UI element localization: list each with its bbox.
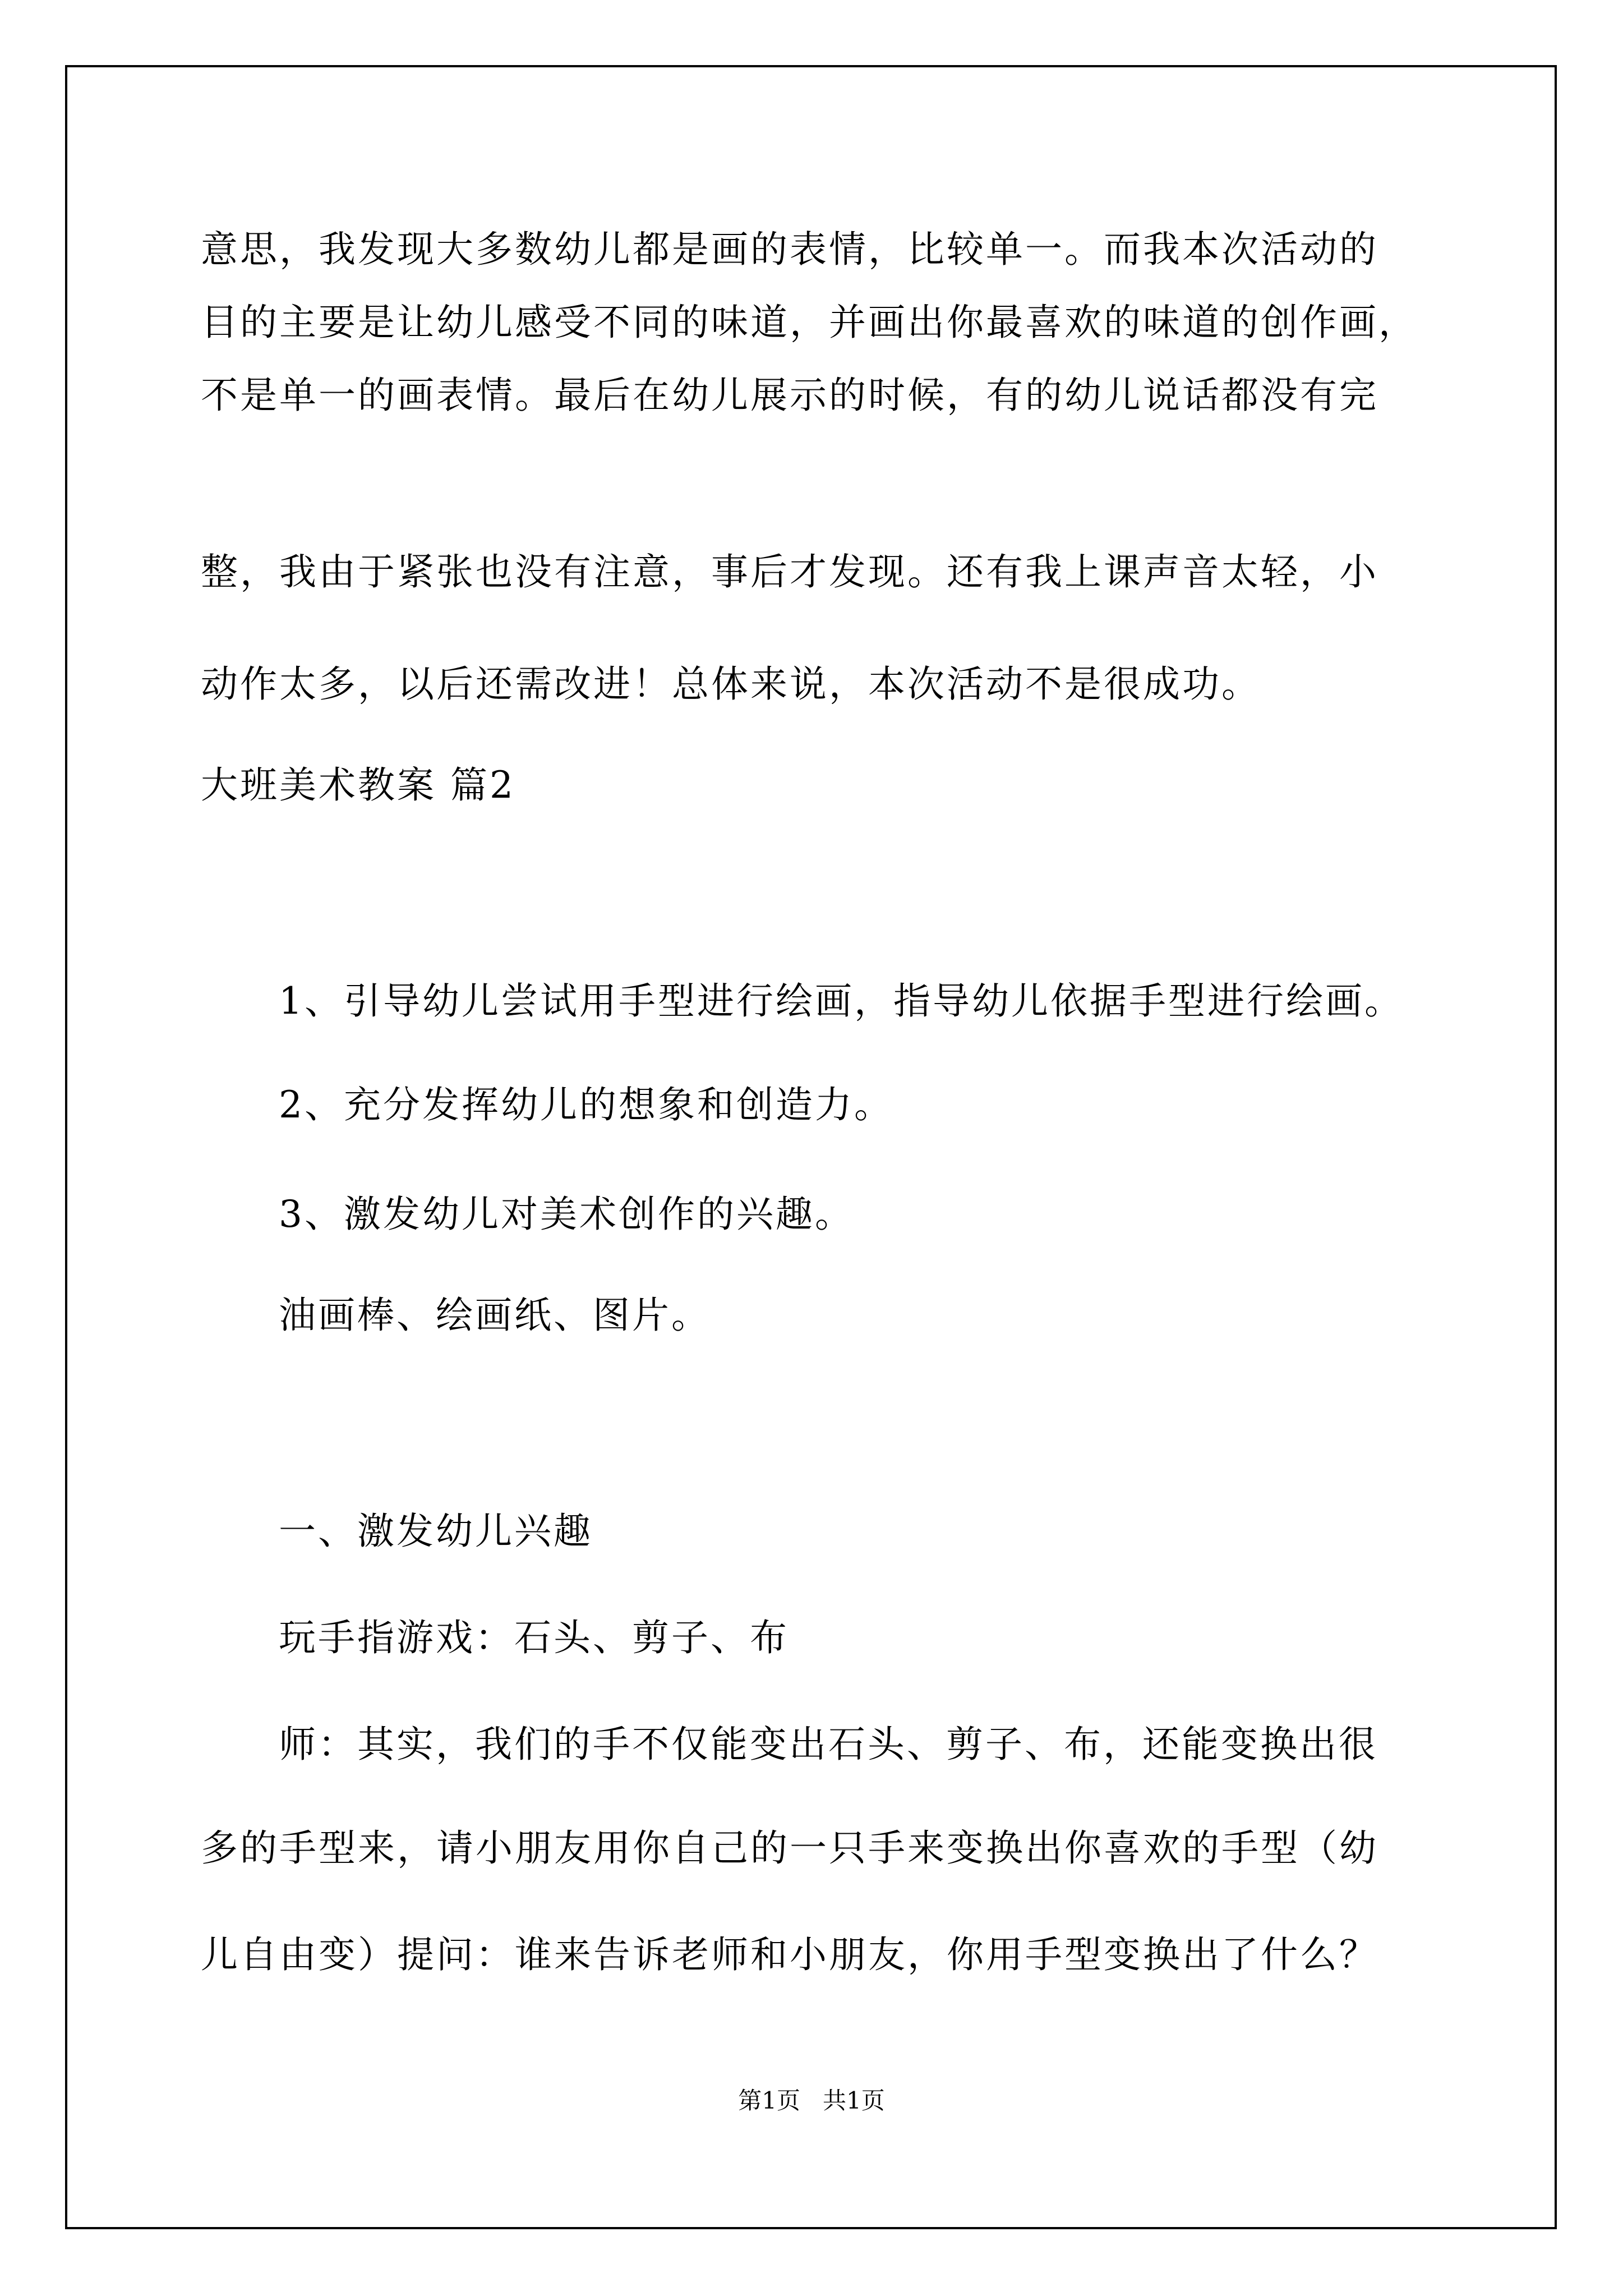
paragraph-line: 意思，我发现大多数幼儿都是画的表情，比较单一。而我本次活动的 [201,228,1378,271]
goal-item: 1、引导幼儿尝试用手型进行绘画，指导幼儿依据手型进行绘画。 [279,979,1404,1023]
section-title: 大班美术教案 篇2 [201,763,515,807]
paragraph-line: 目的主要是让幼儿感受不同的味道，并画出你最喜欢的味道的创作画， [201,301,1418,344]
materials-text: 油画棒、绘画纸、图片。 [279,1294,711,1337]
game-text: 玩手指游戏：石头、剪子、布 [279,1616,789,1659]
paragraph-line: 儿自由变）提问：谁来告诉老师和小朋友，你用手型变换出了什么？ [201,1933,1378,1976]
goal-item: 3、激发幼儿对美术创作的兴趣。 [279,1193,854,1236]
paragraph-line: 动作太多，以后还需改进！总体来说，本次活动不是很成功。 [201,662,1261,706]
paragraph-line: 不是单一的画表情。最后在幼儿展示的时候，有的幼儿说话都没有完 [201,374,1378,417]
page-footer: 第1页 共1页 [738,2087,885,2114]
paragraph-line: 多的手型来，请小朋友用你自己的一只手来变换出你喜欢的手型（幼 [201,1826,1378,1870]
goal-item: 2、充分发挥幼儿的想象和创造力。 [279,1083,893,1126]
step-title: 一、激发幼儿兴趣 [279,1510,593,1553]
paragraph-line: 整，我由于紧张也没有注意，事后才发现。还有我上课声音太轻，小 [201,550,1378,593]
paragraph-line: 师：其实，我们的手不仅能变出石头、剪子、布，还能变换出很 [279,1723,1378,1766]
